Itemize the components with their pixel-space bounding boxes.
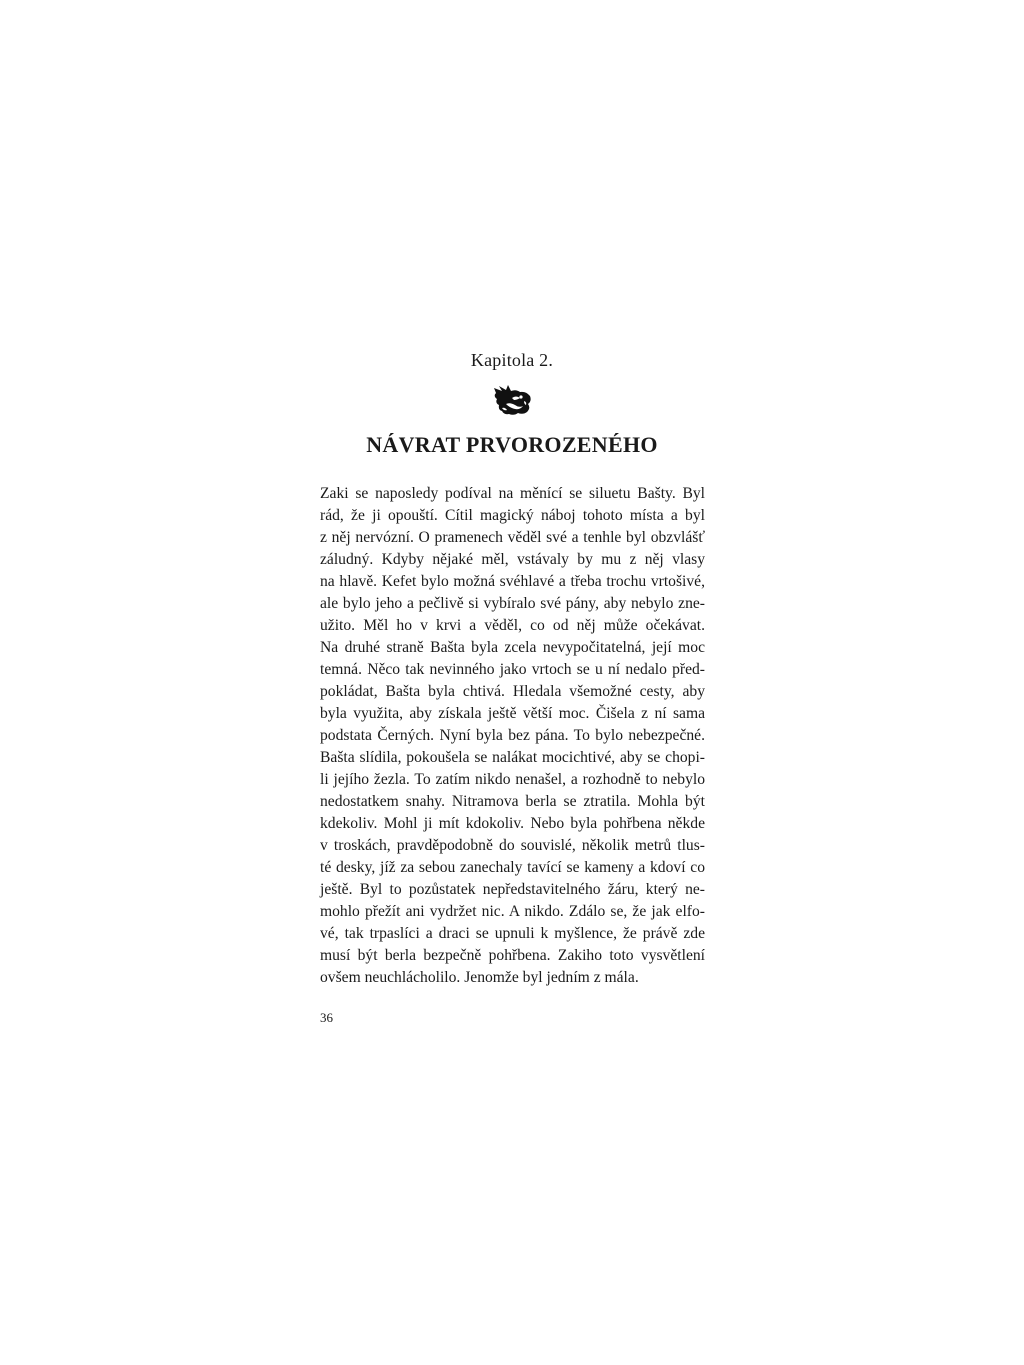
text-line: užito. Měl ho v krvi a věděl, co od něj může očekávat. bbox=[320, 617, 705, 634]
text-line: podstata Černých. Nyní byla bez pána. To bylo nebezpečné. bbox=[320, 727, 705, 744]
text-line: záludný. Kdyby nějaké měl, vstávaly by mu z něj vlasy bbox=[320, 551, 705, 568]
text-line: ale bylo jeho a pečlivě si vybíralo své pány, aby nebylo zne- bbox=[320, 595, 705, 612]
chapter-body-text bbox=[320, 483, 705, 989]
text-line: ovšem neuchlácholilo. Jenomže byl jedním z mála. bbox=[320, 969, 639, 986]
text-line: v troskách, pravděpodobně do souvislé, několik metrů tlus- bbox=[320, 837, 705, 854]
text-line: musí být berla bezpečně pohřbena. Zakiho toto vysvětlení bbox=[320, 947, 705, 964]
text-line: Bašta slídila, pokoušela se nalákat mocichtivé, aby se chopi- bbox=[320, 749, 705, 766]
dragon-ornament-icon bbox=[490, 382, 534, 418]
text-line: z něj nervózní. O pramenech věděl své a tenhle byl obzvlášť bbox=[320, 529, 705, 546]
text-line: Zaki se naposledy podíval na měnící se siluetu Bašty. Byl bbox=[320, 485, 705, 502]
text-line: vé, tak trpaslíci a draci se upnuli k myšlence, že právě zde bbox=[320, 925, 705, 942]
text-line: na hlavě. Kefet bylo možná svéhlavé a třeba trochu vrtošivé, bbox=[320, 573, 705, 590]
text-line: byla využita, aby získala ještě větší moc. Čišela z ní sama bbox=[320, 705, 705, 722]
text-line: kdekoliv. Mohl ji mít kdokoliv. Nebo byla pohřbena někde bbox=[320, 815, 705, 832]
text-line: temná. Něco tak nevinného jako vrtoch se u ní nedalo před- bbox=[320, 661, 705, 678]
chapter-label: Kapitola 2. bbox=[470, 350, 554, 370]
chapter-title: NÁVRAT PRVOROZENÉHO bbox=[366, 432, 658, 457]
text-line: li jejího žezla. To zatím nikdo nenašel, a rozhodně to nebylo bbox=[320, 771, 705, 788]
text-line: Na druhé straně Bašta byla zcela nevypočitatelná, její moc bbox=[320, 639, 705, 656]
text-line: mohlo přežít ani vydržet nic. A nikdo. Zdálo se, že jak elfo- bbox=[320, 903, 705, 920]
text-line: té desky, jíž za sebou zanechaly tavící se kameny a kdoví co bbox=[320, 859, 705, 876]
text-line: nedostatkem snahy. Nitramova berla se ztratila. Mohla být bbox=[320, 793, 705, 810]
text-line: pokládat, Bašta byla chtivá. Hledala všemožné cesty, aby bbox=[320, 683, 705, 700]
page-number: 36 bbox=[320, 1010, 333, 1025]
text-line: ještě. Byl to pozůstatek nepředstavitelného žáru, který ne- bbox=[320, 881, 705, 898]
text-line: rád, že ji opouští. Cítil magický náboj tohoto místa a byl bbox=[320, 507, 705, 524]
